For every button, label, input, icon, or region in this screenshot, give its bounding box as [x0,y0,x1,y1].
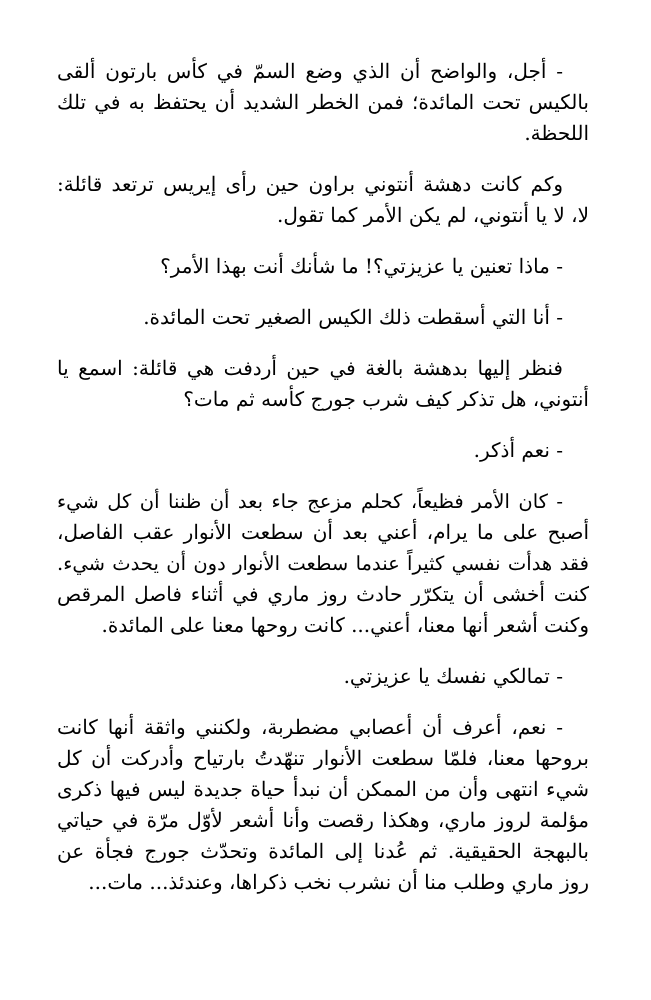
text-line: بالبهجة الحقيقية. ثم عُدنا إلى المائدة وتحدّث جورج فجأة عن [57,839,589,863]
text-line: - نعم، أعرف أن أعصابي مضطربة، ولكنني واثقة أنها كانت [57,715,563,739]
paragraph-2 [57,169,589,231]
text-line: مؤلمة لروز ماري، وهكذا رقصت وأنا أشعر لأوّل مرّة في حياتي [57,808,589,832]
paragraph-3 [57,251,589,282]
book-page [57,56,589,918]
text-line: كنت أخشى أن يتكرّر حادث روز ماري في أثناء فاصل المرقص [57,582,589,606]
text-line: - نعم أذكر. [473,438,563,462]
paragraph-1 [57,56,589,149]
text-line: أصبح على ما يرام، أعني بعد أن سطعت الأنوار عقب الفاصل، [57,520,589,544]
text-line: أنتوني، هل تذكر كيف شرب جورج كأسه ثم مات؟ [183,387,589,411]
text-line: بروحها معنا، فلمّا سطعت الأنوار تنهّدتُ بارتياح وأدركت أن كل [57,746,589,770]
text-line: - كان الأمر فظيعاً، كحلم مزعج جاء بعد أن ظننا أن كل شيء [57,490,563,513]
text-line: وكنت أشعر أنها معنا، أعني... كانت روحها معنا على المائدة. [101,613,589,637]
paragraph-9 [57,712,589,898]
text-line: بالكيس تحت المائدة؛ فمن الخطر الشديد أن يحتفظ به في تلك [57,90,589,114]
text-line: لا، لا يا أنتوني، لم يكن الأمر كما تقول. [276,203,589,227]
paragraph-5 [57,353,589,415]
text-line: - أنا التي أسقطت ذلك الكيس الصغير تحت المائدة. [143,305,563,329]
text-line: اللحظة. [524,121,589,145]
paragraph-4 [57,302,589,333]
text-line: - تمالكي نفسك يا عزيزتي. [343,664,563,688]
text-line: روز ماري وطلب منا أن نشرب نخب ذكراها، وعندئذ... مات... [88,870,589,894]
text-line: - أجل، والواضح أن الذي وضع السمّ في كأس بارتون ألقى [57,59,563,83]
paragraph-8 [57,661,589,692]
text-line: شيء انتهى وأن من الممكن أن نبدأ حياة جديدة ليس فيها ذكرى [57,777,589,801]
paragraph-6 [57,435,589,466]
text-line: فنظر إليها بدهشة بالغة في حين أردفت هي قائلة: اسمع يا [57,356,563,380]
paragraph-7 [57,486,589,641]
text-line: - ماذا تعنين يا عزيزتي؟! ما شأنك أنت بهذا الأمر؟ [160,254,563,278]
text-line: فقد هدأت نفسي كثيراً عندما سطعت الأنوار دون أن يحدث شيء. [57,552,589,575]
text-line: وكم كانت دهشة أنتوني براون حين رأى إيريس ترتعد قائلة: [57,172,563,196]
